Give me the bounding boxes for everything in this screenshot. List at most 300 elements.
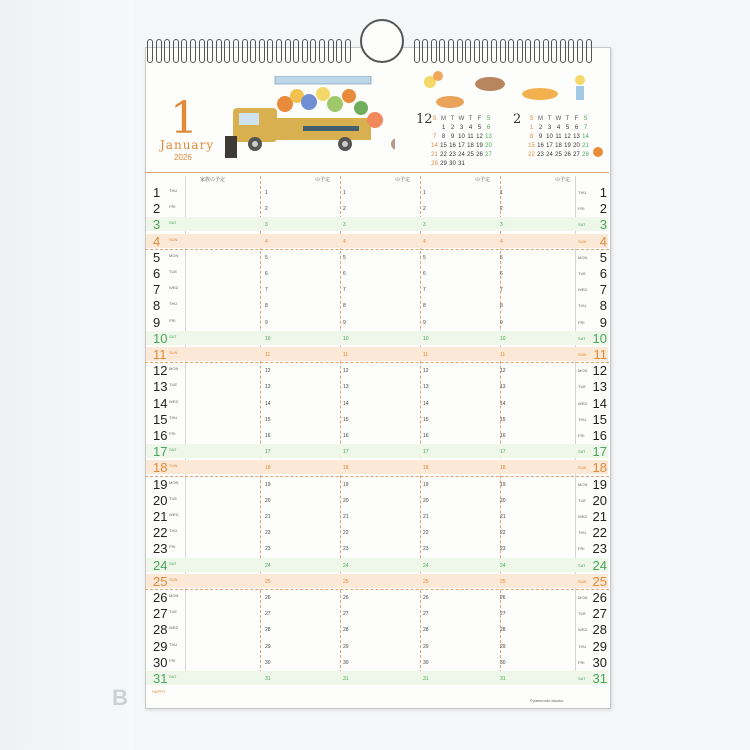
cell-day-number: 31 [500, 676, 506, 682]
column-header: の予定 [395, 177, 411, 183]
left-day-number: 24 [153, 557, 168, 573]
cell-day-number: 9 [265, 319, 268, 326]
cell-day-number: 21 [500, 514, 506, 520]
cell-day-number: 30 [500, 659, 506, 666]
left-day-number: 8 [153, 298, 161, 314]
left-day-number: 17 [153, 444, 168, 460]
mini-day: 3 [459, 125, 464, 131]
left-day-number: 3 [153, 217, 161, 233]
right-day-of-week: WED [578, 627, 588, 633]
cell-day-number: 16 [500, 433, 506, 439]
cell-day-number: 25 [343, 578, 349, 585]
left-day-of-week: SUN [169, 463, 178, 469]
binding-coil [336, 39, 342, 63]
binding-coil [448, 39, 454, 63]
binding-coil [543, 39, 549, 63]
left-day-of-week: MON [169, 593, 179, 598]
right-day-number: 8 [599, 298, 607, 314]
cell-day-number: 24 [500, 562, 506, 569]
mini-calendar-next [513, 112, 590, 160]
mini-day [475, 160, 484, 169]
binding-coil [250, 39, 256, 63]
cell-day-number: 27 [500, 611, 506, 618]
cell-day-number: 30 [265, 659, 271, 666]
binding-coil [242, 39, 248, 63]
right-day-number: 31 [592, 671, 607, 686]
mini-day: 10 [546, 134, 553, 140]
mini-day: 14 [431, 143, 438, 149]
mini-day: 6 [574, 125, 579, 131]
right-day-number: 2 [599, 201, 607, 217]
right-day-of-week: SUN [578, 465, 587, 471]
saturday-band [146, 217, 608, 231]
cell-day-number: 12 [265, 368, 271, 375]
cell-day-number: 26 [500, 595, 506, 601]
cell-day-number: 1 [423, 190, 426, 196]
cell-day-number: 23 [265, 546, 271, 553]
mini-day: 23 [449, 152, 456, 158]
cell-day-number: 18 [500, 465, 506, 472]
cell-day-number: 19 [343, 481, 349, 488]
left-day-number: 13 [153, 379, 168, 395]
binding-coil [517, 39, 523, 63]
right-day-number: 12 [592, 363, 607, 379]
cell-day-number: 19 [500, 481, 506, 488]
mini-day: 11 [467, 134, 474, 140]
mini-day: 20 [573, 143, 580, 149]
left-day-of-week: SAT [169, 220, 177, 226]
mini-day: 8 [529, 134, 534, 140]
cell-day-number: 5 [343, 254, 346, 261]
cell-day-number: 31 [265, 676, 271, 682]
month-number: 1 [170, 93, 198, 144]
binding-coil [482, 39, 488, 63]
binding-coil [147, 39, 153, 63]
cell-day-number: 20 [265, 497, 271, 504]
cell-day-number: 29 [423, 643, 429, 650]
right-day-of-week: FRI [578, 319, 585, 325]
cell-day-number: 2 [423, 206, 426, 213]
mini-day: 7 [432, 134, 437, 140]
mini-day: 1 [441, 125, 446, 131]
column-header-family: 家族の予定 [200, 177, 226, 183]
mini-day: 19 [476, 143, 483, 149]
mini-dow-label: T [547, 116, 552, 122]
mini-day: 24 [458, 152, 465, 158]
cell-day-number: 2 [343, 206, 346, 213]
cell-day-number: 14 [343, 400, 349, 407]
cell-day-number: 17 [500, 449, 506, 456]
right-day-of-week: MON [578, 481, 588, 487]
mini-day: 29 [440, 161, 447, 167]
column-divider [260, 176, 261, 683]
mini-day: 2 [538, 125, 543, 131]
cell-day-number: 10 [423, 335, 429, 342]
background-ghost-mark: B [112, 685, 128, 710]
mini-day: 26 [476, 152, 483, 158]
cell-day-number: 21 [343, 514, 349, 520]
column-header: の予定 [475, 177, 491, 183]
left-day-number: 15 [153, 411, 168, 427]
right-day-of-week: THU [578, 643, 587, 649]
binding-coil [259, 39, 265, 63]
binding-coil [525, 39, 531, 63]
mini-day: 31 [458, 161, 465, 167]
cell-day-number: 9 [500, 319, 503, 326]
right-day-of-week: MON [578, 595, 588, 600]
mini-day: 22 [528, 152, 535, 158]
cell-day-number: 23 [500, 546, 506, 553]
cell-day-number: 22 [265, 530, 271, 537]
mini-day: 27 [573, 152, 580, 158]
mini-next-month: 2 [513, 112, 522, 127]
mini-day: 26 [564, 152, 571, 158]
binding-coil [491, 39, 497, 63]
week-divider [145, 362, 609, 363]
mini-dow-label: F [477, 116, 482, 122]
mini-dow-label: T [468, 116, 473, 122]
right-day-number: 1 [599, 185, 607, 200]
left-day-of-week: TUE [169, 495, 177, 501]
binding-coil [500, 39, 506, 63]
mini-day: 27 [485, 152, 492, 158]
mini-dow-label: S [583, 116, 588, 122]
left-day-of-week: MON [169, 366, 179, 372]
left-day-of-week: SUN [169, 236, 178, 242]
cell-day-number: 4 [500, 238, 503, 245]
mini-day: 25 [467, 152, 474, 158]
cell-day-number: 25 [500, 578, 506, 585]
mini-day: 7 [583, 125, 588, 131]
mini-dow-label: W [555, 116, 562, 122]
cell-day-number: 11 [423, 352, 429, 358]
mini-day: 13 [573, 134, 580, 140]
flower-truck-illustration [225, 76, 395, 166]
binding-coil [267, 39, 273, 63]
left-day-number: 6 [153, 266, 161, 281]
right-day-number: 19 [592, 476, 607, 492]
cell-day-number: 9 [423, 319, 426, 326]
left-day-of-week: THU [169, 641, 178, 647]
saturday-band [146, 331, 608, 345]
left-day-number: 27 [153, 606, 168, 622]
mini-day: 18 [555, 143, 562, 149]
mini-dow-label: S [486, 116, 491, 122]
cell-day-number: 1 [265, 190, 268, 196]
left-day-of-week: WED [169, 398, 179, 404]
column-divider [420, 176, 421, 683]
cell-day-number: 8 [265, 303, 268, 310]
cell-day-number: 20 [423, 497, 429, 504]
cell-day-number: 7 [423, 287, 426, 294]
binding-coil [199, 39, 205, 63]
right-day-of-week: THU [578, 530, 587, 536]
cell-day-number: 6 [343, 271, 346, 277]
hanger-ring[interactable] [360, 19, 404, 63]
left-day-number: 20 [153, 492, 168, 508]
cell-day-number: 5 [423, 254, 426, 261]
week-divider [145, 589, 609, 590]
binding-coil [508, 39, 514, 63]
mini-day: 12 [564, 134, 571, 140]
binding-coil [560, 39, 566, 63]
right-day-of-week: SUN [578, 352, 587, 357]
column-divider [500, 176, 501, 683]
mini-day: 13 [485, 134, 492, 140]
right-day-of-week: SAT [578, 676, 586, 681]
cell-day-number: 13 [265, 384, 271, 391]
left-day-of-week: THU [169, 414, 178, 420]
right-day-of-week: MON [578, 368, 588, 374]
left-day-number: 31 [153, 671, 168, 686]
mini-day: 11 [555, 134, 562, 140]
cell-day-number: 16 [423, 433, 429, 439]
cell-day-number: 26 [423, 595, 429, 601]
mini-day: 24 [546, 152, 553, 158]
right-day-number: 14 [592, 395, 607, 411]
mini-dow-label: S [432, 116, 437, 122]
cell-day-number: 13 [423, 384, 429, 391]
left-day-of-week: MON [169, 252, 179, 258]
cell-day-number: 2 [500, 206, 503, 213]
binding-coil [181, 39, 187, 63]
right-day-number: 29 [592, 638, 607, 654]
right-day-number: 3 [599, 217, 607, 233]
background-left [0, 0, 135, 750]
left-day-of-week: FRI [169, 544, 176, 550]
right-day-number: 30 [592, 654, 607, 670]
column-divider [340, 176, 341, 683]
mini-dow-label: S [529, 116, 534, 122]
mini-day: 16 [537, 143, 544, 149]
binding-coil [224, 39, 230, 63]
cell-day-number: 14 [265, 400, 271, 407]
mini-day: 15 [528, 143, 535, 149]
cell-day-number: 3 [343, 222, 346, 229]
binding-coil [439, 39, 445, 63]
mini-day [466, 160, 475, 169]
binding-coil [474, 39, 480, 63]
right-day-number: 5 [599, 249, 607, 265]
right-day-of-week: SUN [578, 238, 587, 244]
cell-day-number: 22 [423, 530, 429, 537]
left-day-of-week: WED [169, 512, 179, 517]
binding-coil [302, 39, 308, 63]
mini-day: 21 [582, 143, 589, 149]
cell-day-number: 28 [265, 627, 271, 634]
right-day-of-week: FRI [578, 546, 585, 552]
cell-day-number: 3 [265, 222, 268, 229]
right-day-of-week: MON [578, 254, 588, 260]
right-day-number: 15 [592, 411, 607, 427]
mini-dow-label: M [441, 116, 446, 122]
right-day-number: 17 [592, 444, 607, 460]
right-day-number: 27 [592, 606, 607, 622]
cell-day-number: 29 [500, 643, 506, 650]
mini-dow-label: F [574, 116, 579, 122]
binding-coil [457, 39, 463, 63]
sunday-band [146, 460, 608, 474]
left-day-of-week: SAT [169, 674, 177, 679]
mini-prev-month: 12 [416, 112, 433, 127]
mini-day: 16 [449, 143, 456, 149]
right-day-number: 16 [592, 428, 607, 443]
cell-day-number: 27 [423, 611, 429, 618]
left-day-of-week: MON [169, 479, 179, 485]
left-day-number: 7 [153, 282, 161, 298]
mini-day: 14 [582, 134, 589, 140]
binding-coil [319, 39, 325, 63]
right-day-number: 24 [592, 557, 607, 573]
cell-day-number: 6 [265, 271, 268, 277]
cell-day-number: 25 [265, 578, 271, 585]
left-day-number: 16 [153, 428, 168, 443]
cell-day-number: 22 [500, 530, 506, 537]
left-day-number: 4 [153, 233, 161, 249]
saturday-band [146, 558, 608, 572]
cell-day-number: 29 [265, 643, 271, 650]
cell-day-number: 18 [343, 465, 349, 472]
cell-day-number: 17 [423, 449, 429, 456]
cell-day-number: 15 [343, 416, 349, 423]
left-day-of-week: FRI [169, 657, 176, 663]
footer-credit: ©yasumoto atsuko [530, 698, 564, 703]
left-day-of-week: SAT [169, 333, 177, 339]
binding-coil [534, 39, 540, 63]
cell-day-number: 14 [423, 400, 429, 407]
cell-day-number: 7 [500, 287, 503, 294]
cell-day-number: 12 [500, 368, 506, 375]
left-day-number: 26 [153, 590, 168, 605]
cell-day-number: 27 [265, 611, 271, 618]
cell-day-number: 16 [265, 433, 271, 439]
cell-day-number: 2 [265, 206, 268, 213]
left-day-of-week: THU [169, 528, 178, 534]
mini-day: 4 [556, 125, 561, 131]
left-day-of-week: TUE [169, 269, 177, 274]
binding-coil [190, 39, 196, 63]
binding-coil [551, 39, 557, 63]
left-day-of-week: FRI [169, 204, 176, 210]
cell-day-number: 16 [343, 433, 349, 439]
mini-day: 23 [537, 152, 544, 158]
week-divider [145, 249, 609, 250]
cell-day-number: 11 [500, 352, 506, 358]
right-day-number: 7 [599, 282, 607, 298]
cell-day-number: 18 [265, 465, 271, 472]
left-day-of-week: WED [169, 285, 179, 291]
column-divider [575, 176, 576, 683]
left-day-of-week: SAT [169, 447, 177, 453]
cell-day-number: 12 [343, 368, 349, 375]
cell-day-number: 19 [265, 481, 271, 488]
right-day-number: 10 [592, 330, 607, 346]
cell-day-number: 30 [423, 659, 429, 666]
left-day-number: 19 [153, 476, 168, 492]
mini-day: 17 [546, 143, 553, 149]
left-day-number: 11 [153, 347, 167, 362]
sunday-band [146, 234, 608, 248]
left-day-number: 21 [153, 509, 168, 524]
right-day-number: 6 [599, 266, 607, 281]
cell-day-number: 13 [343, 384, 349, 391]
binding-coil [345, 39, 351, 63]
mini-day: 8 [441, 134, 446, 140]
grid-top-rule [145, 172, 609, 173]
cell-day-number: 4 [265, 238, 268, 245]
cell-day-number: 21 [423, 514, 429, 520]
right-day-of-week: SAT [578, 449, 586, 455]
mini-day: 28 [431, 161, 438, 167]
binding-coil [422, 39, 428, 63]
cell-day-number: 26 [265, 595, 271, 601]
cell-day-number: 20 [500, 497, 506, 504]
binding-coil [465, 39, 471, 63]
right-day-number: 20 [592, 492, 607, 508]
mini-day: 17 [458, 143, 465, 149]
cell-day-number: 17 [265, 449, 271, 456]
cell-day-number: 10 [265, 335, 271, 342]
right-day-number: 26 [592, 590, 607, 605]
sunday-band [146, 574, 608, 588]
saturday-band [146, 671, 608, 685]
column-header: の予定 [555, 177, 571, 183]
cell-day-number: 10 [500, 335, 506, 342]
right-day-number: 22 [592, 525, 607, 541]
right-day-of-week: TUE [578, 497, 586, 503]
right-day-of-week: SUN [578, 578, 587, 584]
left-day-number: 1 [153, 185, 161, 200]
right-day-of-week: TUE [578, 384, 586, 390]
left-day-number: 23 [153, 541, 168, 557]
binding-coil [568, 39, 574, 63]
cell-day-number: 28 [343, 627, 349, 634]
cell-day-number: 3 [423, 222, 426, 229]
binding-coil [216, 39, 222, 63]
right-day-number: 25 [592, 573, 607, 589]
mini-dow-label: W [458, 116, 465, 122]
left-day-number: 10 [153, 330, 168, 346]
cell-day-number: 6 [423, 271, 426, 277]
sunday-band [146, 347, 608, 361]
column-divider [185, 176, 186, 683]
left-day-of-week: SUN [169, 576, 178, 582]
cell-day-number: 17 [343, 449, 349, 456]
cell-day-number: 30 [343, 659, 349, 666]
year: 2026 [174, 153, 192, 162]
mini-dow-label: T [450, 116, 455, 122]
cell-day-number: 1 [343, 190, 346, 196]
mini-day: 3 [547, 125, 552, 131]
cell-day-number: 24 [343, 562, 349, 569]
mini-day: 4 [468, 125, 473, 131]
mini-calendar-prev [416, 112, 493, 169]
mini-day: 20 [485, 143, 492, 149]
left-day-of-week: WED [169, 625, 179, 631]
mini-day: 30 [449, 161, 456, 167]
right-day-number: 11 [593, 347, 607, 362]
mini-day: 10 [458, 134, 465, 140]
cell-day-number: 23 [423, 546, 429, 553]
cell-day-number: 12 [423, 368, 429, 375]
left-day-of-week: THU [169, 188, 178, 193]
left-day-number: 9 [153, 314, 161, 330]
cell-day-number: 15 [423, 416, 429, 423]
cell-day-number: 31 [343, 676, 349, 682]
right-day-of-week: THU [578, 303, 587, 309]
mini-day: 9 [450, 134, 455, 140]
cell-day-number: 8 [343, 303, 346, 310]
